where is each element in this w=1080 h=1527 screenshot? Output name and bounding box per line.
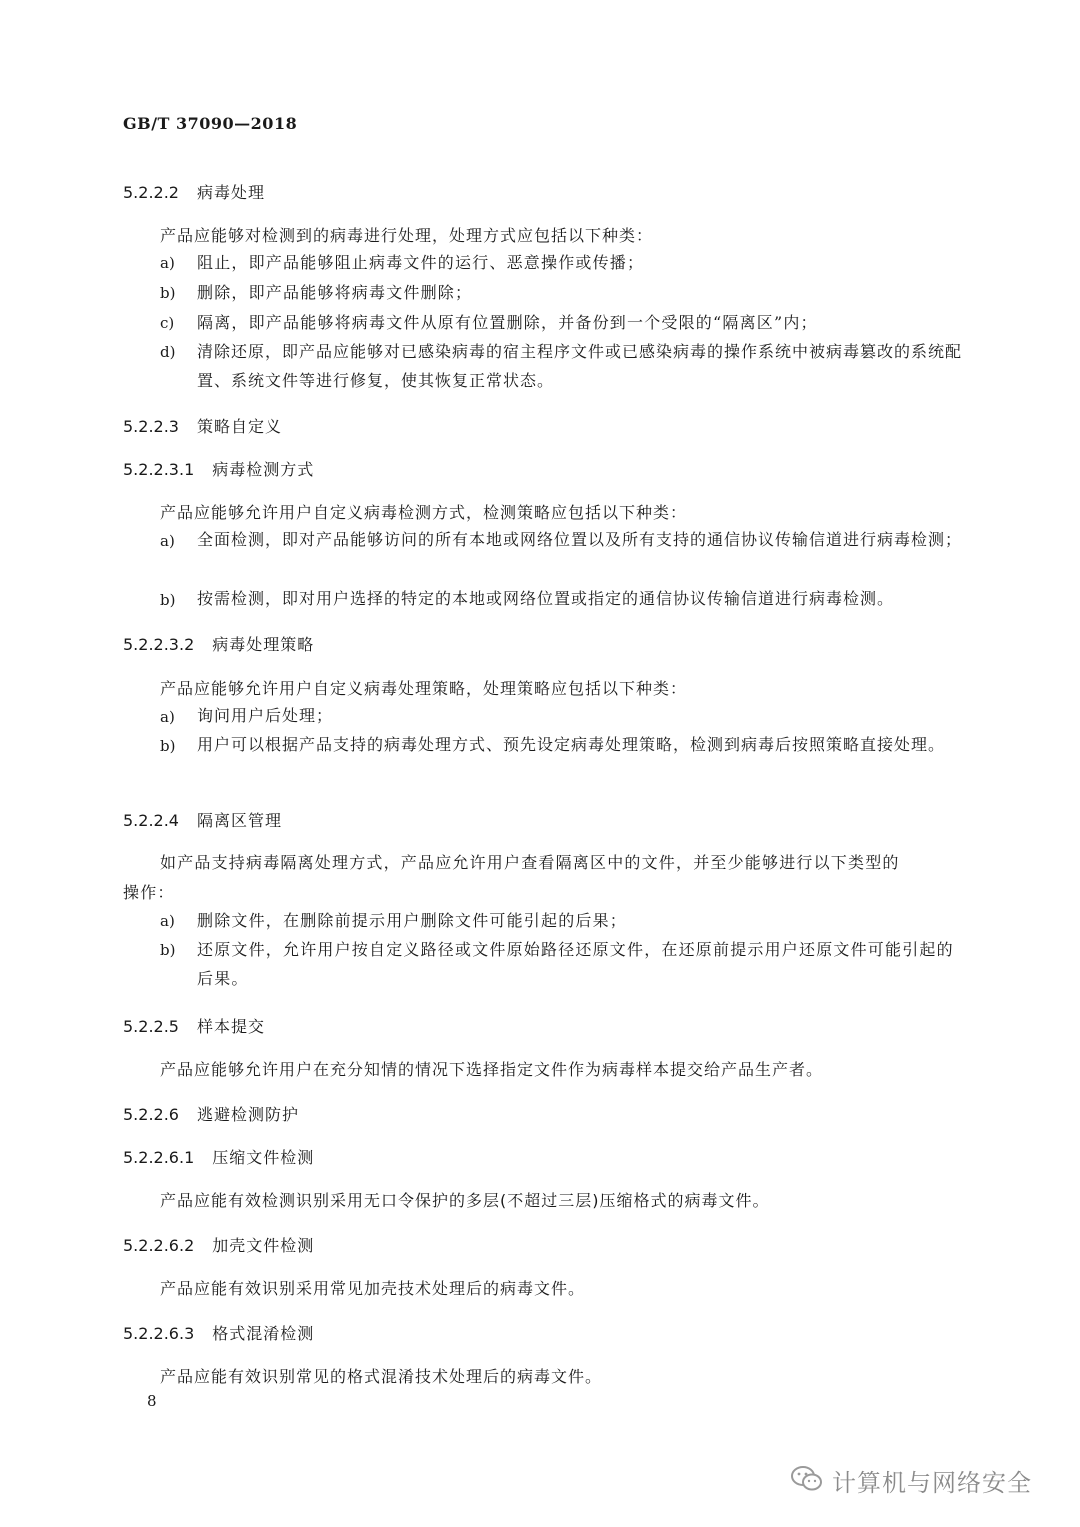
section-heading (123, 808, 282, 831)
section-number: 5.2.2.3.1 (123, 460, 195, 479)
list-marker: b) (160, 591, 176, 609)
list-marker: a) (160, 254, 175, 272)
list-marker: a) (160, 708, 175, 726)
section-heading (123, 414, 282, 437)
list-item: 按需检测，即对用户选择的特定的本地或网络位置或指定的通信协议传输信道进行病毒检测。 (197, 589, 895, 608)
paragraph: 产品应能有效检测识别采用无口令保护的多层(不超过三层)压缩格式的病毒文件。 (160, 1191, 770, 1210)
list-item: 隔离，即产品能够将病毒文件从原有位置删除，并备份到一个受限的“隔离区”内； (197, 313, 818, 332)
paragraph: 如产品支持病毒隔离处理方式，产品应允许用户查看隔离区中的文件，并至少能够进行以下类型的 (160, 853, 900, 872)
section-number: 5.2.2.4 (123, 811, 179, 830)
paragraph: 产品应能有效识别常见的格式混淆技术处理后的病毒文件。 (160, 1367, 603, 1386)
section-heading (123, 1321, 314, 1344)
section-heading (123, 1102, 299, 1125)
section-title: 策略自定义 (196, 417, 282, 436)
list-marker: a) (160, 912, 175, 930)
list-marker: c) (160, 314, 175, 332)
list-marker: b) (160, 941, 176, 959)
section-title: 压缩文件检测 (212, 1148, 315, 1167)
list-marker: a) (160, 532, 175, 550)
section-number: 5.2.2.6 (123, 1105, 179, 1124)
watermark-text: 计算机与网络安全 (832, 1469, 1032, 1497)
paragraph: 产品应能够允许用户在充分知情的情况下选择指定文件作为病毒样本提交给产品生产者。 (160, 1060, 824, 1079)
section-heading (123, 632, 314, 655)
wechat-icon (790, 1464, 824, 1498)
list-item: 询问用户后处理； (197, 706, 334, 725)
section-number: 5.2.2.5 (123, 1017, 179, 1036)
list-item: 全面检测，即对产品能够访问的所有本地或网络位置以及所有支持的通信协议传输信道进行病毒检测； (197, 530, 963, 549)
section-number: 5.2.2.6.2 (123, 1236, 195, 1255)
section-title: 隔离区管理 (196, 811, 282, 830)
section-title: 格式混淆检测 (212, 1324, 315, 1343)
section-heading (123, 1014, 265, 1037)
list-marker: d) (160, 343, 176, 361)
paragraph-continuation: 操作： (123, 883, 175, 902)
section-number: 5.2.2.6.3 (123, 1324, 195, 1343)
section-number: 5.2.2.2 (123, 183, 179, 202)
section-title: 病毒处理 (196, 183, 265, 202)
section-title: 病毒检测方式 (212, 460, 315, 479)
page-number: 8 (147, 1392, 157, 1410)
list-marker: b) (160, 737, 176, 755)
section-number: 5.2.2.3.2 (123, 635, 195, 654)
standard-number: GB/T 37090—2018 (123, 114, 298, 133)
list-item: 清除还原，即产品应能够对已感染病毒的宿主程序文件或已感染病毒的操作系统中被病毒篡改的系统配置、系统文件等进行修复，使其恢复正常状态。 (197, 342, 963, 390)
list-item: 删除，即产品能够将病毒文件删除； (197, 283, 473, 302)
list-item: 阻止，即产品能够阻止病毒文件的运行、恶意操作或传播； (197, 253, 645, 272)
paragraph: 产品应能够允许用户自定义病毒检测方式，检测策略应包括以下种类： (160, 503, 688, 522)
list-item: 删除文件，在删除前提示用户删除文件可能引起的后果； (197, 911, 628, 930)
watermark (790, 1463, 1032, 1498)
section-heading (123, 457, 314, 480)
section-number: 5.2.2.6.1 (123, 1148, 195, 1167)
paragraph: 产品应能够允许用户自定义病毒处理策略，处理策略应包括以下种类： (160, 679, 688, 698)
paragraph: 产品应能有效识别采用常见加壳技术处理后的病毒文件。 (160, 1279, 586, 1298)
section-heading (123, 1145, 314, 1168)
section-heading (123, 180, 265, 203)
list-marker: b) (160, 284, 176, 302)
section-title: 加壳文件检测 (212, 1236, 315, 1255)
section-title: 病毒处理策略 (212, 635, 315, 654)
list-item: 还原文件，允许用户按自定义路径或文件原始路径还原文件，在还原前提示用户还原文件可能引起的后果。 (197, 940, 954, 988)
list-item: 用户可以根据产品支持的病毒处理方式、预先设定病毒处理策略，检测到病毒后按照策略直接处理。 (197, 735, 946, 754)
paragraph: 产品应能够对检测到的病毒进行处理，处理方式应包括以下种类： (160, 226, 654, 245)
section-heading (123, 1233, 314, 1256)
section-number: 5.2.2.3 (123, 417, 179, 436)
section-title: 样本提交 (196, 1017, 265, 1036)
section-title: 逃避检测防护 (196, 1105, 299, 1124)
